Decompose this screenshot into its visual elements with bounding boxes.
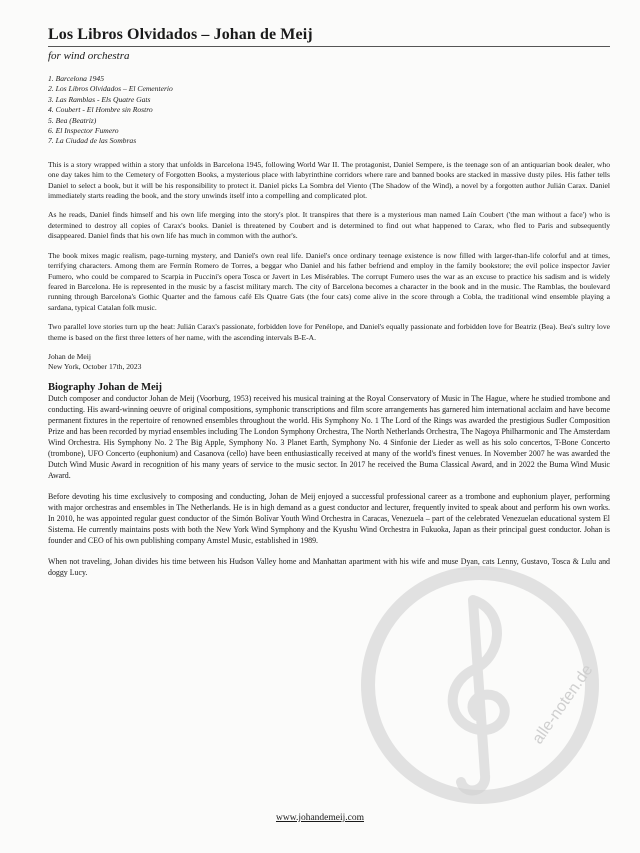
watermark-text: alle-noten.de — [529, 661, 597, 748]
biography-paragraph: When not traveling, Johan divides his time between his Hudson Valley home and Manhattan apartment with his wife and muse Dyan, cats Lenny, Gustavo, Tosca & Lulu and doggy Lucy. — [48, 556, 610, 577]
watermark-logo — [355, 560, 605, 810]
footer — [0, 813, 640, 823]
list-item: 4. Coubert - El Hombre sin Rostro — [48, 105, 153, 115]
list-item: 6. El Inspector Fumero — [48, 126, 119, 136]
signature — [48, 352, 610, 373]
list-item: 2. Los Libros Olvidados – El Cementerio — [48, 84, 173, 94]
list-item: 7. La Ciudad de las Sombras — [48, 136, 137, 146]
biography-paragraph: Dutch composer and conductor Johan de Meij (Voorburg, 1953) received his musical training at the Royal Conservatory of Music in The Hague, where he studied trombone and conducting. His award-winning oeuvre of original compositions, symphonic transcriptions and film score arrangements has garnered him international acclaim and have become permanent fixtures in the repertoire of renowned ensembles throughout the world. His Symphony No. 1 The Lord of the Rings was awarded the prestigious Sudler Composition Prize and has been recorded by myriad ensembles including The London Symphony Orchestra, The North Netherlands Orchestra, The Nagoya Philharmonic and The Amsterdam Wind Orchestra. His Symphony No. 2 The Big Apple, Symphony No. 3 Planet Earth, Symphony No. 4 Sinfonie der Lieder as well as his solo concertos, T-Bone Concerto (trombone), UFO Concerto (euphonium) and Casanova (cello) have been enthusiastically received at many of the world's finest venues. In November 2007 he was awarded the Dutch Wind Music Award in recognition of his many years of service to the music sector. In 2017 he received the Buma Classical Award, and in 2022 the Buma Wind Music Award. — [48, 393, 610, 480]
signature-place-date: New York, October 17th, 2023 — [48, 362, 142, 372]
title-rule — [48, 46, 610, 47]
list-item: 3. Las Ramblas - Els Quatre Gats — [48, 94, 151, 104]
page-subtitle: for wind orchestra — [48, 50, 130, 62]
program-note-paragraph: The book mixes magic realism, page-turning mystery, and Daniel's own real life. Daniel's once ordinary teenage existence is now filled with larger-than-life colorful and at times, terrifying characters. Among them are Fermín Romero de Torres, a beggar who Daniel and his father befriend and employ in the family bookstore; the evil police inspector Javier Fumero, who could be compared to Scarpia in Puccini's opera Tosca or Javert in Les Misérables. The corrupt Fumero uses the war as an excuse to practice his sadism and is widely feared in Barcelona. He is represented in the music by a fascist military march. The city of Barcelona becomes a character in the book and in the music. The Ramblas, the boulevard running through Barcelona's Gothic Quarter and the famous café Els Quatre Gats (the four cats) come alive in the score through a Cobla, the traditional wind ensemble playing a sardana, typical Catalan folk music. — [48, 250, 610, 312]
website-link[interactable]: www.johandemeij.com — [275, 813, 365, 823]
document-page — [48, 26, 610, 588]
biography-heading: Biography Johan de Meij — [48, 381, 163, 393]
signature-name: Johan de Meij — [48, 351, 92, 361]
program-note-paragraph: Two parallel love stories turn up the heat: Julián Carax's passionate, forbidden love for Penélope, and Daniel's equally passionate and forbidden love for Beatriz (Bea). Bea's sultry love theme is based on the first three letters of her name, with the ascending intervals B-E-A. — [48, 322, 610, 342]
program-note-paragraph: As he reads, Daniel finds himself and his own life merging into the story's plot. It transpires that there is a mysterious man named Laín Coubert ('the man without a face') who is determined to destroy all copies of Carax's books. Daniel is threatened by Coubert and is determined to find out what happened to Carax, who fled to Paris and subsequently disappeared. Daniel finds that his own life has much in common with the author's. — [48, 210, 610, 241]
list-item: 1. Barcelona 1945 — [48, 74, 105, 83]
biography-paragraph: Before devoting his time exclusively to composing and conducting, Johan de Meij enjoyed a successful professional career as a trombone and euphonium player, performing with major orchestras and ensembles in The Netherlands. He is in high demand as a guest conductor and lecturer, frequently invited to speak about and perform his own works. In 2010, he was appointed regular guest conductor of the Simón Bolívar Youth Wind Orchestra in Caracas, Venezuela – part of the celebrated Venezuelan educational system El Sistema. He currently maintains posts with both the New York Wind Symphony and the Kyushu Wind Orchestra in Fukuoka, Japan as their principal guest conductor. Johan is founder and CEO of his own publishing company Amstel Music, established in 1989. — [48, 491, 610, 545]
list-item: 5. Bea (Beatriz) — [48, 115, 97, 125]
program-note-paragraph: This is a story wrapped within a story that unfolds in Barcelona 1945, following World War II. The protagonist, Daniel Sempere, is the teenage son of an antiquarian book dealer, who one day takes him to the Cemetery of Forgotten Books, a mysterious place with labyrinthine corridors where rare and banned books are stacked in massive dusty piles. His father tells Daniel to select a book, but it will be his responsibility to protect it. Daniel picks La Sombra del Viento (The Shadow of the Wind), a novel by a forgotten author Julián Carax. Daniel immediately starts reading the book, and the story unwinds itself into a compelling and complicated plot. — [48, 159, 610, 201]
page-title: Los Libros Olvidados – Johan de Meij — [48, 26, 313, 43]
movement-list — [48, 74, 610, 147]
